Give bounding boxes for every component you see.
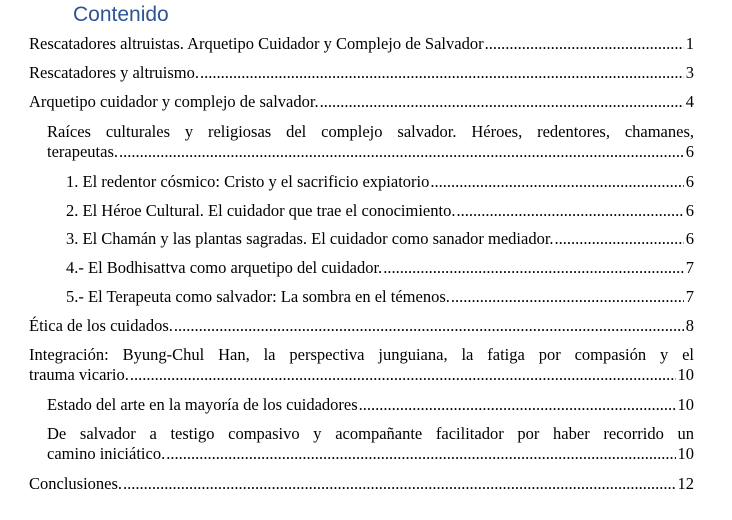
- toc-entry-title: Rescatadores y altruismo.: [29, 63, 199, 82]
- toc-dot-leader: [485, 34, 684, 54]
- toc-entry-title: Raíces culturales y religiosas del complejo salvador. Héroes, redentores, chamanes,: [47, 122, 694, 141]
- toc-entry-page: 10: [677, 365, 694, 384]
- toc-dot-leader: [130, 365, 676, 385]
- toc-entry-page: 12: [677, 474, 694, 493]
- toc-entry-page: 7: [685, 287, 694, 306]
- toc-dot-leader: [359, 395, 676, 415]
- toc-dot-leader: [383, 258, 684, 278]
- toc-entry-title: Rescatadores altruistas. Arquetipo Cuidador y Complejo de Salvador: [29, 34, 484, 53]
- toc-entry-title: 1. El redentor cósmico: Cristo y el sacrificio expiatorio: [66, 172, 430, 191]
- toc-entry-title: 4.- El Bodhisattva como arquetipo del cuidador.: [66, 258, 383, 277]
- toc-dot-leader: [555, 229, 684, 249]
- toc-entry[interactable]: [66, 172, 694, 192]
- toc-dot-leader: [320, 92, 684, 112]
- toc-entry[interactable]: [66, 258, 694, 278]
- toc-entry-page: 6: [685, 201, 694, 220]
- toc-entry[interactable]: [66, 201, 694, 221]
- toc-entry[interactable]: [47, 395, 694, 415]
- toc-entry-title: Conclusiones.: [29, 474, 123, 493]
- toc-entry-title: 5.- El Terapeuta como salvador: La sombra en el témenos.: [66, 287, 450, 306]
- toc-entry-title: Integración: Byung-Chul Han, la perspectiva junguiana, la fatiga por compasión y el: [29, 345, 694, 364]
- toc-dot-leader: [166, 444, 675, 464]
- toc-dot-leader: [456, 201, 683, 221]
- toc-dot-leader: [200, 63, 684, 83]
- toc-entry-title: Arquetipo cuidador y complejo de salvador.: [29, 92, 319, 111]
- toc-entry-title: 2. El Héroe Cultural. El cuidador que trae el conocimiento.: [66, 201, 456, 220]
- toc-entry[interactable]: [29, 63, 694, 83]
- toc-entry[interactable]: [29, 34, 694, 54]
- toc-entry[interactable]: [66, 287, 694, 307]
- toc-entry-page: 8: [685, 316, 694, 335]
- toc-entry-page: 1: [685, 34, 694, 53]
- toc-entry-title: Estado del arte en la mayoría de los cuidadores: [47, 395, 358, 414]
- toc-heading: Contenido: [73, 3, 169, 26]
- toc-entry[interactable]: [47, 424, 694, 464]
- toc-entry-page: 7: [685, 258, 694, 277]
- toc-entry-page: 10: [677, 444, 694, 463]
- toc-entry[interactable]: [29, 92, 694, 112]
- toc-dot-leader: [123, 474, 675, 494]
- toc-entry-page: 10: [677, 395, 694, 414]
- toc-entry-title: 3. El Chamán y las plantas sagradas. El cuidador como sanador mediador.: [66, 229, 554, 248]
- toc-dot-leader: [174, 316, 684, 336]
- toc-dot-leader: [451, 287, 684, 307]
- toc-dot-leader: [430, 172, 683, 192]
- toc-entry-title-continued: terapeutas.: [47, 142, 119, 161]
- toc-entry-title-continued: trauma vicario.: [29, 365, 129, 384]
- toc-entry-page: 4: [685, 92, 694, 111]
- toc-entry[interactable]: [29, 345, 694, 385]
- toc-entry[interactable]: [29, 474, 694, 494]
- toc-entry-title-continued: camino iniciático.: [47, 444, 166, 463]
- toc-entry-page: 6: [685, 142, 694, 161]
- toc-entry-page: 6: [685, 172, 694, 191]
- toc-entry-title: Ética de los cuidados.: [29, 316, 173, 335]
- toc-dot-leader: [119, 142, 684, 162]
- toc-entry[interactable]: [66, 229, 694, 249]
- toc-entry[interactable]: [47, 122, 694, 162]
- toc-entry-page: 6: [685, 229, 694, 248]
- toc-entry-page: 3: [685, 63, 694, 82]
- toc-entry-title: De salvador a testigo compasivo y acompañante facilitador por haber recorrido un: [47, 424, 694, 443]
- toc-entry[interactable]: [29, 316, 694, 336]
